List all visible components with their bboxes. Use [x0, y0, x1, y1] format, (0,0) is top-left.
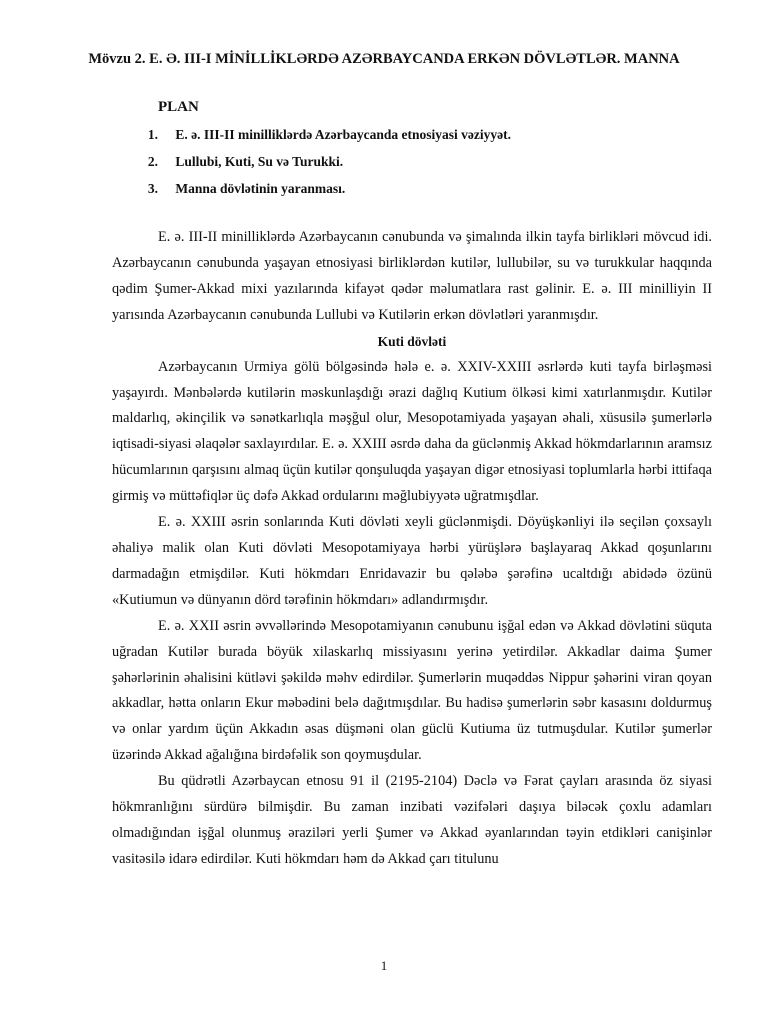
plan-item-text: E. ə. III-II minilliklərdə Azərbaycanda etnosiyasi vəziyyət.: [175, 127, 511, 142]
body-paragraph: Bu qüdrətli Azərbaycan etnosu 91 il (2195-2104) Dəclə və Fərat çayları arasında öz siyasi hökmranlığını sürdürə bilmişdir. Bu zaman inzibati vəzifələri daşıya biləcək çoxlu adamları olmadığından işğal olunmuş əraziləri yerli Şumer və Akkad əyanlarından təyin etdikləri canişinlər vasitəsilə idarə edirdilər. Kuti hökmdarı həm də Akkad çarı titulunu: [112, 773, 712, 867]
body-paragraph: Azərbaycanın Urmiya gölü bölgəsində hələ e. ə. XXIV-XXIII əsrlərdə kuti tayfa birləşməsi yaşayırdı. Mənbələrdə kutilərin məskunlaşdığı ərazi dağlıq Kutium ölkəsi kimi xatırlanmışdır. Kutilər maldarlıq, əkinçilik və sənətkarlıqla məşğul olur, Mesopotamiyada yaşayan əhali, xüsusilə şumerlərlə iqtisadi-siyasi əlaqələr saxlayırdılar. E. ə. XXIII əsrdə daha da güclənmiş Akkad hökmdarlarının aramsız hücumlarının qarşısını almaq üçün kutilər qonşuluqda yaşayan digər etnosiyasi toplumlarla hərbi ittifaqa girmiş və müttəfiqlər üç dəfə Akkad ordularını məğlubiyyətə uğratmışdlar.: [112, 358, 712, 505]
section-heading: Kuti dövləti: [377, 333, 447, 349]
plan-item-text: Manna dövlətinin yaranması.: [175, 181, 346, 196]
intro-paragraph: E. ə. III-II minilliklərdə Azərbaycanın cənubunda və şimalında ilkin tayfa birlikləri mövcud idi. Azərbaycanın cənubunda yaşayan etnosiyasi birliklərdən kutilər, lullubilər, su və turukkular haqqında qədim Şumer-Akkad mixi yazılarında kifayət qədər məlumatlara rast gəlinir. E. ə. III minilliyin II yarısında Azərbaycanın cənubunda Lullubi və Kutilərin erkən dövlətləri yaranmışdır.: [112, 229, 712, 323]
plan-list: [110, 121, 511, 202]
document-title: Mövzu 2. E. Ə. III-I MİNİLLİKLƏRDƏ AZƏRBAYCANDA ERKƏN DÖVLƏTLƏR. MANNA: [88, 51, 680, 67]
plan-item-number: 1.: [147, 127, 158, 142]
plan-item: [110, 175, 511, 202]
plan-item: [110, 121, 511, 148]
plan-item-number: 2.: [147, 154, 158, 169]
body-paragraph: E. ə. XXIII əsrin sonlarında Kuti dövləti xeyli güclənmişdi. Döyüşkənliyi ilə seçilən çoxsaylı əhaliyə malik olan Kuti dövləti Mesopotamiyaya hərbi yürüşlərə başlayaraq Akkad qoşunlarını darmadağın etmişdilər. Kuti hökmdarı Enridavazir bu qələbə şərəfinə ucaltdığı abidədə özünü «Kutiumun və dünyanın dörd tərəfinin hökmdarı» adlandırmışdır.: [112, 514, 712, 608]
plan-heading: PLAN: [158, 99, 199, 115]
page-number: 1: [380, 958, 388, 973]
plan-item-text: Lullubi, Kuti, Su və Turukki.: [175, 154, 344, 169]
plan-item: [110, 148, 511, 175]
document-body: [112, 225, 712, 873]
plan-item-number: 3.: [147, 181, 158, 196]
body-paragraph: E. ə. XXII əsrin əvvəllərində Mesopotamiyanın cənubunu işğal edən və Akkad dövlətini süquta uğradan Kutilər burada böyük xilaskarlıq missiyasını yerinə yetirdilər. Akkadlar daima Şumer şəhərlərinin əhalisini kütləvi şəkildə məhv edirdilər. Şumerlərin muqəddəs Nippur şəhərini viran qoyan akkadlar, hətta onların Ekur məbədini belə dağıtmışdılar. Bu hadisə şumerlərin səbr kasasını doldurmuş və onlar yardım üçün Akkadın əsas düşməni olan güclü Kutiuma üz tutmuşdular. Kutilər şumerlər üzərində Akkad ağalığına birdəfəlik son qoymuşdular.: [112, 617, 712, 764]
